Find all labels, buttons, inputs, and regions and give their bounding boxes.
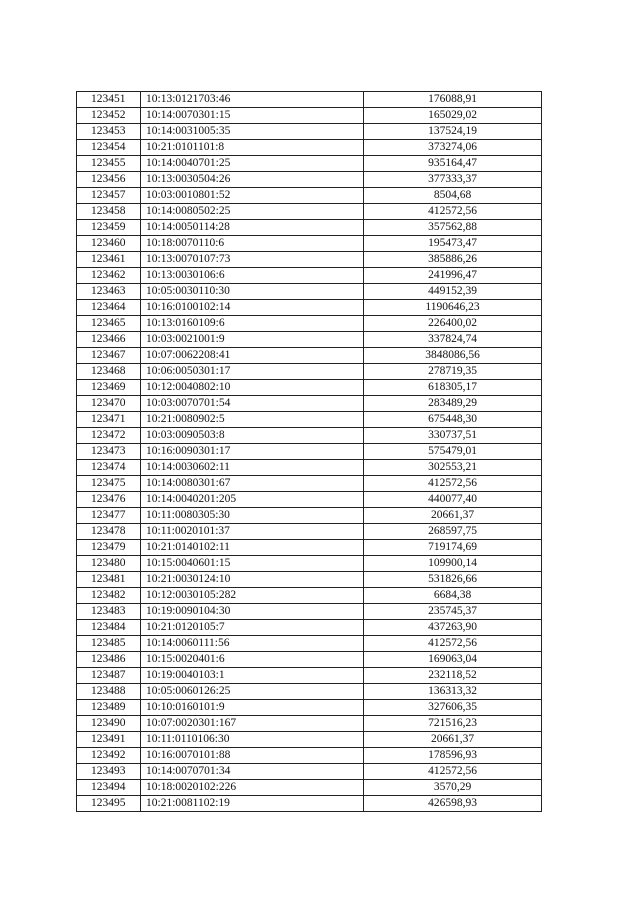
cadastral-number-cell: 10:14:0060111:56 bbox=[141, 636, 364, 652]
amount-cell: 385886,26 bbox=[364, 252, 542, 268]
cadastral-number-cell: 10:13:0070107:73 bbox=[141, 252, 364, 268]
amount-cell: 337824,74 bbox=[364, 332, 542, 348]
cadastral-number-cell: 10:14:0031005:35 bbox=[141, 124, 364, 140]
amount-cell: 136313,32 bbox=[364, 684, 542, 700]
amount-cell: 426598,93 bbox=[364, 796, 542, 812]
amount-cell: 373274,06 bbox=[364, 140, 542, 156]
cadastral-number-cell: 10:14:0030602:11 bbox=[141, 460, 364, 476]
table-row bbox=[77, 748, 542, 764]
row-id-cell: 123488 bbox=[77, 684, 141, 700]
amount-cell: 327606,35 bbox=[364, 700, 542, 716]
row-id-cell: 123491 bbox=[77, 732, 141, 748]
amount-cell: 302553,21 bbox=[364, 460, 542, 476]
table-row bbox=[77, 668, 542, 684]
row-id-cell: 123455 bbox=[77, 156, 141, 172]
table-row bbox=[77, 700, 542, 716]
cadastral-number-cell: 10:11:0080305:30 bbox=[141, 508, 364, 524]
amount-cell: 283489,29 bbox=[364, 396, 542, 412]
amount-cell: 176088,91 bbox=[364, 92, 542, 108]
amount-cell: 278719,35 bbox=[364, 364, 542, 380]
row-id-cell: 123469 bbox=[77, 380, 141, 396]
table-row bbox=[77, 540, 542, 556]
amount-cell: 575479,01 bbox=[364, 444, 542, 460]
row-id-cell: 123485 bbox=[77, 636, 141, 652]
table-row bbox=[77, 716, 542, 732]
amount-cell: 440077,40 bbox=[364, 492, 542, 508]
table-row bbox=[77, 572, 542, 588]
table-row bbox=[77, 780, 542, 796]
amount-cell: 169063,04 bbox=[364, 652, 542, 668]
amount-cell: 531826,66 bbox=[364, 572, 542, 588]
table-row bbox=[77, 620, 542, 636]
cadastral-number-cell: 10:15:0040601:15 bbox=[141, 556, 364, 572]
row-id-cell: 123458 bbox=[77, 204, 141, 220]
row-id-cell: 123472 bbox=[77, 428, 141, 444]
table-row bbox=[77, 172, 542, 188]
cadastral-number-cell: 10:11:0020101:37 bbox=[141, 524, 364, 540]
table-row bbox=[77, 460, 542, 476]
cadastral-number-cell: 10:14:0080502:25 bbox=[141, 204, 364, 220]
row-id-cell: 123490 bbox=[77, 716, 141, 732]
row-id-cell: 123478 bbox=[77, 524, 141, 540]
cadastral-number-cell: 10:16:0090301:17 bbox=[141, 444, 364, 460]
row-id-cell: 123451 bbox=[77, 92, 141, 108]
row-id-cell: 123495 bbox=[77, 796, 141, 812]
row-id-cell: 123454 bbox=[77, 140, 141, 156]
row-id-cell: 123480 bbox=[77, 556, 141, 572]
cadastral-number-cell: 10:19:0040103:1 bbox=[141, 668, 364, 684]
cadastral-number-cell: 10:12:0040802:10 bbox=[141, 380, 364, 396]
cadastral-number-cell: 10:16:0100102:14 bbox=[141, 300, 364, 316]
row-id-cell: 123487 bbox=[77, 668, 141, 684]
amount-cell: 235745,37 bbox=[364, 604, 542, 620]
table-row bbox=[77, 332, 542, 348]
table-row bbox=[77, 396, 542, 412]
row-id-cell: 123471 bbox=[77, 412, 141, 428]
table-row bbox=[77, 508, 542, 524]
amount-cell: 437263,90 bbox=[364, 620, 542, 636]
table-row bbox=[77, 140, 542, 156]
cadastral-number-cell: 10:18:0070110:6 bbox=[141, 236, 364, 252]
row-id-cell: 123467 bbox=[77, 348, 141, 364]
cadastral-number-cell: 10:05:0030110:30 bbox=[141, 284, 364, 300]
cadastral-number-cell: 10:21:0140102:11 bbox=[141, 540, 364, 556]
row-id-cell: 123476 bbox=[77, 492, 141, 508]
table-row bbox=[77, 588, 542, 604]
cadastral-number-cell: 10:18:0020102:226 bbox=[141, 780, 364, 796]
amount-cell: 232118,52 bbox=[364, 668, 542, 684]
table-row bbox=[77, 428, 542, 444]
table-row bbox=[77, 156, 542, 172]
table-row bbox=[77, 220, 542, 236]
amount-cell: 226400,02 bbox=[364, 316, 542, 332]
table-row bbox=[77, 204, 542, 220]
cadastral-number-cell: 10:03:0010801:52 bbox=[141, 188, 364, 204]
table-row bbox=[77, 300, 542, 316]
amount-cell: 1190646,23 bbox=[364, 300, 542, 316]
cadastral-number-cell: 10:03:0070701:54 bbox=[141, 396, 364, 412]
row-id-cell: 123493 bbox=[77, 764, 141, 780]
cadastral-number-cell: 10:06:0050301:17 bbox=[141, 364, 364, 380]
table-row bbox=[77, 684, 542, 700]
row-id-cell: 123470 bbox=[77, 396, 141, 412]
cadastral-number-cell: 10:14:0070701:34 bbox=[141, 764, 364, 780]
cadastral-number-cell: 10:21:0120105:7 bbox=[141, 620, 364, 636]
row-id-cell: 123481 bbox=[77, 572, 141, 588]
amount-cell: 719174,69 bbox=[364, 540, 542, 556]
table-row bbox=[77, 476, 542, 492]
table-row bbox=[77, 652, 542, 668]
table-row bbox=[77, 604, 542, 620]
table-row bbox=[77, 524, 542, 540]
amount-cell: 195473,47 bbox=[364, 236, 542, 252]
amount-cell: 8504,68 bbox=[364, 188, 542, 204]
table-row bbox=[77, 92, 542, 108]
amount-cell: 165029,02 bbox=[364, 108, 542, 124]
row-id-cell: 123457 bbox=[77, 188, 141, 204]
cadastral-number-cell: 10:07:0062208:41 bbox=[141, 348, 364, 364]
row-id-cell: 123479 bbox=[77, 540, 141, 556]
table-row bbox=[77, 268, 542, 284]
row-id-cell: 123453 bbox=[77, 124, 141, 140]
row-id-cell: 123482 bbox=[77, 588, 141, 604]
row-id-cell: 123465 bbox=[77, 316, 141, 332]
table-row bbox=[77, 364, 542, 380]
table-row bbox=[77, 444, 542, 460]
cadastral-number-cell: 10:21:0081102:19 bbox=[141, 796, 364, 812]
amount-cell: 241996,47 bbox=[364, 268, 542, 284]
amount-cell: 412572,56 bbox=[364, 476, 542, 492]
amount-cell: 412572,56 bbox=[364, 764, 542, 780]
cadastral-number-cell: 10:10:0160101:9 bbox=[141, 700, 364, 716]
cadastral-number-cell: 10:13:0160109:6 bbox=[141, 316, 364, 332]
cadastral-number-cell: 10:05:0060126:25 bbox=[141, 684, 364, 700]
amount-cell: 449152,39 bbox=[364, 284, 542, 300]
table-row bbox=[77, 316, 542, 332]
cadastral-number-cell: 10:14:0040201:205 bbox=[141, 492, 364, 508]
table-row bbox=[77, 284, 542, 300]
table-row bbox=[77, 380, 542, 396]
amount-cell: 412572,56 bbox=[364, 636, 542, 652]
cadastral-number-cell: 10:13:0121703:46 bbox=[141, 92, 364, 108]
amount-cell: 675448,30 bbox=[364, 412, 542, 428]
amount-cell: 20661,37 bbox=[364, 508, 542, 524]
cadastral-number-cell: 10:11:0110106:30 bbox=[141, 732, 364, 748]
table-row bbox=[77, 796, 542, 812]
row-id-cell: 123484 bbox=[77, 620, 141, 636]
row-id-cell: 123456 bbox=[77, 172, 141, 188]
table-row bbox=[77, 108, 542, 124]
row-id-cell: 123473 bbox=[77, 444, 141, 460]
amount-cell: 721516,23 bbox=[364, 716, 542, 732]
amount-cell: 935164,47 bbox=[364, 156, 542, 172]
table-row bbox=[77, 188, 542, 204]
row-id-cell: 123477 bbox=[77, 508, 141, 524]
table-row bbox=[77, 556, 542, 572]
amount-cell: 412572,56 bbox=[364, 204, 542, 220]
data-table bbox=[76, 91, 542, 812]
cadastral-number-cell: 10:12:0030105:282 bbox=[141, 588, 364, 604]
table-row bbox=[77, 348, 542, 364]
cadastral-number-cell: 10:15:0020401:6 bbox=[141, 652, 364, 668]
cadastral-number-cell: 10:14:0050114:28 bbox=[141, 220, 364, 236]
table-row bbox=[77, 492, 542, 508]
row-id-cell: 123466 bbox=[77, 332, 141, 348]
amount-cell: 178596,93 bbox=[364, 748, 542, 764]
row-id-cell: 123492 bbox=[77, 748, 141, 764]
table-row bbox=[77, 236, 542, 252]
amount-cell: 3848086,56 bbox=[364, 348, 542, 364]
amount-cell: 6684,38 bbox=[364, 588, 542, 604]
cadastral-number-cell: 10:14:0080301:67 bbox=[141, 476, 364, 492]
table-row bbox=[77, 636, 542, 652]
row-id-cell: 123461 bbox=[77, 252, 141, 268]
cadastral-number-cell: 10:14:0040701:25 bbox=[141, 156, 364, 172]
row-id-cell: 123489 bbox=[77, 700, 141, 716]
cadastral-number-cell: 10:21:0101101:8 bbox=[141, 140, 364, 156]
table-row bbox=[77, 124, 542, 140]
cadastral-number-cell: 10:21:0030124:10 bbox=[141, 572, 364, 588]
row-id-cell: 123464 bbox=[77, 300, 141, 316]
row-id-cell: 123494 bbox=[77, 780, 141, 796]
amount-cell: 137524,19 bbox=[364, 124, 542, 140]
row-id-cell: 123463 bbox=[77, 284, 141, 300]
amount-cell: 377333,37 bbox=[364, 172, 542, 188]
table-row bbox=[77, 732, 542, 748]
row-id-cell: 123474 bbox=[77, 460, 141, 476]
row-id-cell: 123468 bbox=[77, 364, 141, 380]
cadastral-number-cell: 10:13:0030106:6 bbox=[141, 268, 364, 284]
row-id-cell: 123452 bbox=[77, 108, 141, 124]
table-row bbox=[77, 764, 542, 780]
cadastral-number-cell: 10:13:0030504:26 bbox=[141, 172, 364, 188]
amount-cell: 357562,88 bbox=[364, 220, 542, 236]
amount-cell: 3570,29 bbox=[364, 780, 542, 796]
row-id-cell: 123483 bbox=[77, 604, 141, 620]
table-row bbox=[77, 252, 542, 268]
row-id-cell: 123459 bbox=[77, 220, 141, 236]
cadastral-number-cell: 10:16:0070101:88 bbox=[141, 748, 364, 764]
row-id-cell: 123475 bbox=[77, 476, 141, 492]
cadastral-number-cell: 10:19:0090104:30 bbox=[141, 604, 364, 620]
amount-cell: 330737,51 bbox=[364, 428, 542, 444]
table-body bbox=[77, 92, 542, 812]
amount-cell: 618305,17 bbox=[364, 380, 542, 396]
row-id-cell: 123462 bbox=[77, 268, 141, 284]
amount-cell: 20661,37 bbox=[364, 732, 542, 748]
row-id-cell: 123486 bbox=[77, 652, 141, 668]
cadastral-number-cell: 10:21:0080902:5 bbox=[141, 412, 364, 428]
row-id-cell: 123460 bbox=[77, 236, 141, 252]
cadastral-number-cell: 10:14:0070301:15 bbox=[141, 108, 364, 124]
amount-cell: 268597,75 bbox=[364, 524, 542, 540]
cadastral-number-cell: 10:03:0090503:8 bbox=[141, 428, 364, 444]
table-row bbox=[77, 412, 542, 428]
cadastral-number-cell: 10:03:0021001:9 bbox=[141, 332, 364, 348]
amount-cell: 109900,14 bbox=[364, 556, 542, 572]
cadastral-number-cell: 10:07:0020301:167 bbox=[141, 716, 364, 732]
